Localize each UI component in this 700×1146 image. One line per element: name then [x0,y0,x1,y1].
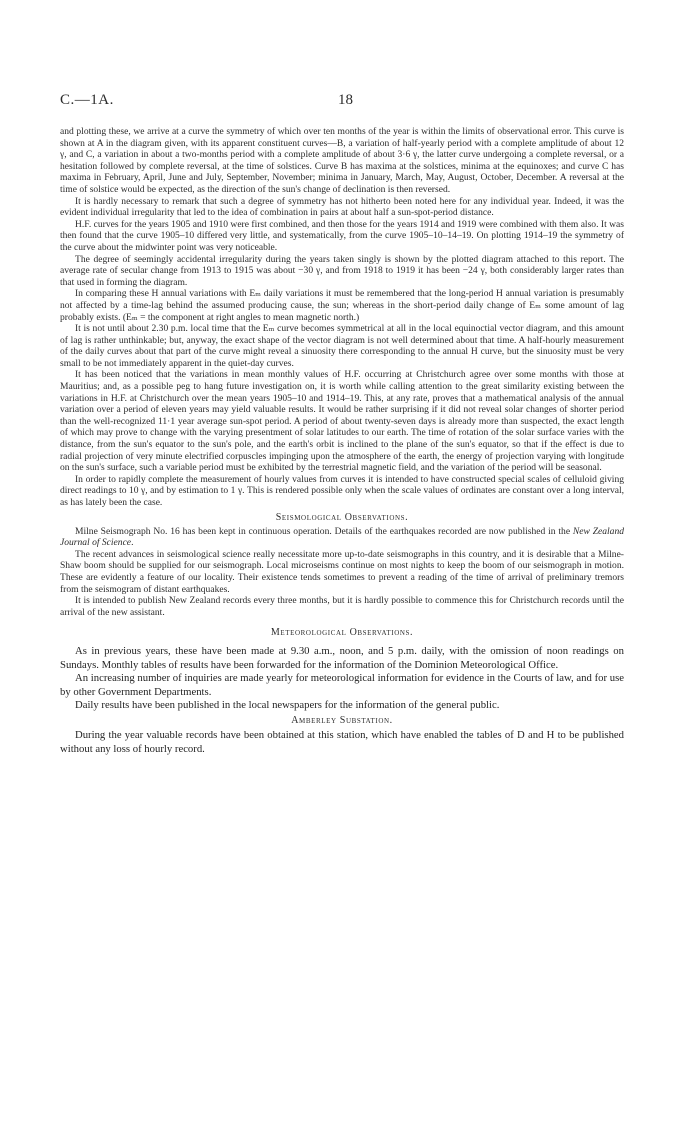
paragraph: The degree of seemingly accidental irregularity during the years taken singly is shown by the plotted diagram attached to this report. The average rate of secular change from 1913 to 1915 was about −30 γ, and from 1918 to 1919 it has been −24 γ, both considerably larger rates than that used in forming the diagram. [60,253,624,288]
meteorological-section [60,645,624,712]
report-body [60,126,624,756]
amberley-paragraph: During the year valuable records have been obtained at this station, which have enabled the tables of D and H to be published without any loss of hourly record. [60,729,624,755]
paragraph: and plotting these, we arrive at a curve the symmetry of which over ten months of the year is within the limits of observational error. This curve is shown at A in the diagram given, with its apparent constituent curves—B, a variation of half-yearly period with a complete amplitude of about 12 γ, and C, a variation in about a two-months period with a complete amplitude of about 3·6 γ, the latter curve undergoing a complete reversal, or a hesitation followed by complete reversal, at the time of solstices. Curve B has maxima at the solstices, minima at the equinoxes; and curve C has maxima in February, April, June and July, September, November; minima in January, March, May, August, October, December. A reversal at the time of solstice would be expected, as the direction of the sun's change of declination is then reversed. [60,126,624,195]
meteorological-paragraph: As in previous years, these have been made at 9.30 a.m., noon, and 5 p.m. daily, with the omission of noon readings on Sundays. Monthly tables of results have been forwarded for the information of the Dominion Meteorological Office. [60,645,624,671]
meteorological-heading: Meteorological Observations. [270,627,414,639]
amberley-heading: Amberley Substation. [291,715,393,727]
document-page [60,92,624,756]
page-header [60,92,624,116]
paragraph: It is not until about 2.30 p.m. local time that the Eₘ curve becomes symmetrical at all in the local equinoctial vector diagram, and this amount of lag is rather unthinkable; but, anyway, the exact shape of the vector diagram is not well determined about that time. A half-hourly measurement of the daily curves about that part of the curve might reveal a sinuosity there corresponding to the annual H curve, but the sinuosity must be very small to be not immediately apparent in the quiet-day curves. [60,323,624,369]
page-number: 18 [338,92,353,108]
paragraph: It has been noticed that the variations in mean monthly values of H.F. occurring at Christchurch agree over some months with those at Mauritius; and, as a possible peg to hang future investigation on, it is worth while calling attention to the great similarity existing between the variations in H.F. at Christchurch over the mean years 1905–10 and 1914–19. This, at any rate, proves that a mathematical analysis of the annual variation over a period of eleven years may yield valuable results. It would be rather surprising if it did not reveal solar changes of shorter period than the well-recognized 11·1 year average sun-spot period. A period of about twenty-seven days is already more than suspected, the exact length of which may prove to change with the varying presentment of solar latitudes to our earth. The time of rotation of the solar surface varies with the distance, from the sun's equator to the sun's pole, and the earth's orbit is inclined to the plane of the sun's equator, so that if the effect is due to radial projection of very minute electrified corpuscles impinging upon the atmosphere of the earth, the energy of projection varying with longitude on the sun's surface, such a variable period must be exhibited by the terrestrial magnetic field, and the variation of the period will be seasonal. [60,369,624,474]
seismological-paragraph: It is intended to publish New Zealand records every three months, but it is hardly possible to commence this for Christchurch records until the arrival of the new assistant. [60,595,624,618]
seismological-text: Milne Seismograph No. 16 has been kept in continuous operation. Details of the earthquakes recorded are now published in the [75,525,573,537]
seismological-paragraph: The recent advances in seismological science really necessitate more up-to-date seismographs in this country, and it is desirable that a Milne-Shaw boom should be supplied for our seismograph. Local microseisms continue on most nights to keep the boom of our seismograph in motion. These are evidently a feature of our locality. Their existence tends sometimes to prevent a reading of the time of arrival of preliminary tremors from the seismogram of distant earthquakes. [60,548,624,595]
amberley-section [60,729,624,756]
paragraph: In comparing these H annual variations with Eₘ daily variations it must be remembered that the long-period H annual variation is presumably not affected by a time-lag behind the assumed producing cause, the sun; whereas in the short-period daily change of Eₘ some amount of lag probably exists. (Eₘ = the component at right angles to mean magnetic north.) [60,288,624,323]
paragraph: In order to rapidly complete the measurement of hourly values from curves it is intended to have constructed special scales of celluloid giving direct readings to 10 γ, and by estimation to 1 γ. This is rendered possible only when the scale values of ordinates are constant over a long interval, as has lately been the case. [60,473,624,508]
meteorological-paragraph: Daily results have been published in the local newspapers for the information of the general public. [75,698,500,711]
seismological-text-end: . [131,537,134,549]
paragraph: H.F. curves for the years 1905 and 1910 were first combined, and then those for the years 1914 and 1919 were combined with them also. It was then found that the curve 1905–10 differed very little, and systematically, from the curve 1905–10–14–19. On plotting 1914–19 the symmetry of the curve about the midwinter point was very noticeable. [60,218,624,253]
journal-title: New Zealand Journal of Science [60,525,624,549]
seismological-paragraph [60,526,624,549]
meteorological-paragraph: An increasing number of inquiries are made yearly for meteorological information for evidence in the Courts of law, and for use by other Government Departments. [60,672,624,698]
paragraph: It is hardly necessary to remark that such a degree of symmetry has not hitherto been noted here for any individual year. Indeed, it was the evident individual irregularity that led to the idea of combination in pairs at about half a sun-spot-period distance. [60,195,624,219]
seismological-heading: Seismological Observations. [275,511,409,523]
document-reference: C.—1A. [60,92,114,108]
